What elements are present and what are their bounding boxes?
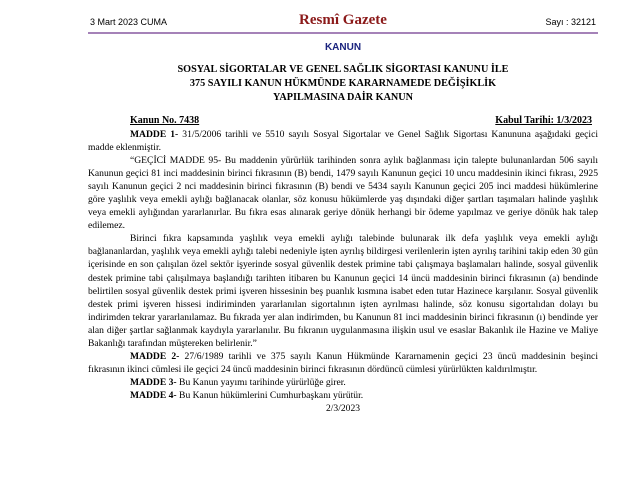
article-label: MADDE 1- xyxy=(130,129,179,140)
gazette-header xyxy=(88,12,598,34)
gazette-page xyxy=(88,12,598,415)
law-title xyxy=(88,63,598,105)
article-text: Bu Kanun yayımı tarihinde yürürlüğe girer. xyxy=(176,376,346,388)
article-text: Bu Kanun hükümlerini Cumhurbaşkanı yürütür. xyxy=(176,389,364,401)
article-4 xyxy=(88,389,598,402)
article-1 xyxy=(88,128,598,154)
section-label: KANUN xyxy=(324,42,362,53)
law-title-line: SOSYAL SİGORTALAR VE GENEL SAĞLIK SİGORTASI KANUNU İLE xyxy=(177,64,509,75)
article-2 xyxy=(88,350,598,376)
article-label: MADDE 2- xyxy=(130,350,180,362)
article-text: 31/5/2006 tarihli ve 5510 sayılı Sosyal Sigortalar ve Genel Sağlık Sigortası Kanununa aşağıdaki geçici madde eklenmiştir. xyxy=(88,129,598,154)
article-text: 27/6/1989 tarihli ve 375 sayılı Kanun Hükmünde Kararnamenin geçici 23 üncü maddesinin beşinci fıkrasının ikinci cümlesi ile geçici 24 üncü maddesinin birinci fıkrasının dördüncü cümlesi yürürlükten kaldırılmıştır. xyxy=(88,350,598,375)
law-title-line: 375 SAYILI KANUN HÜKMÜNDE KARARNAMEDE DEĞİŞİKLİK xyxy=(189,78,497,89)
kanun-number: Kanun No. 7438 xyxy=(130,115,200,126)
gazette-title: Resmî Gazete xyxy=(299,12,387,28)
temporary-article-paragraph-2: Birinci fıkra kapsamında yaşlılık veya emekli aylığı talebinde bulunarak ilk defa yaşlılık veya emekli aylığı bağlananlardan, yaşlılık veya emekli aylığı talebi nedeniyle işten ayrılış bildirgesi verilenlerin işten ayrılış tarihini takip eden 30 gün içerisinde en son çalışılan özel sektör işyerinde sosyal güvenlik destek primine tabi çalışmaya başlamaları halinde, sosyal güvenlik destek primine tabi çalışılmaya başlandığı tarihten itibaren bu Kanunun geçici 14 üncü maddesinin birinci fıkrasının (a) bendinde belirtilen sosyal güvenlik destek primi işveren hissesinin beş puanlık kısmına isabet eden tutar Hazinece karşılanır. Sosyal güvenlik destek primi işveren hissesi indiriminden yararlanılan sigortalının işten ayrılması halinde, söz konusu sigortalıdan dolayı bu indirimden tekrar yararlanılamaz. Bu fıkrada yer alan indirimden, bu Kanunun 81 inci maddesinin birinci fıkrasının (ı) bendinde yer alan diğer şartlar sağlanmak kaydıyla yararlanılır. Bu fıkranın uygulanmasına ilişkin usul ve esaslar Bakanlık ile Hazine ve Maliye Bakanlığı tarafından müştereken belirlenir.” xyxy=(88,233,598,349)
law-title-line: YAPILMASINA DAİR KANUN xyxy=(273,92,413,103)
issue-number: Sayı : 32121 xyxy=(545,17,596,27)
signing-date: 2/3/2023 xyxy=(325,402,361,414)
law-meta xyxy=(88,115,598,128)
acceptance-date: Kabul Tarihi: 1/3/2023 xyxy=(495,115,592,126)
article-label: MADDE 4- xyxy=(130,389,177,401)
law-body xyxy=(88,128,598,402)
article-3 xyxy=(88,376,598,389)
article-label: MADDE 3- xyxy=(130,376,177,388)
issue-date: 3 Mart 2023 CUMA xyxy=(90,17,168,27)
temporary-article-paragraph-1: “GEÇİCİ MADDE 95- Bu maddenin yürürlük tarihinden sonra aylık bağlanması için talepte bulunanlardan 506 sayılı Kanunun geçici 81 inci maddesinin birinci fıkrasının (B) bendi, 1479 sayılı Kanunun geçici 10 uncu maddesinin ikinci fıkrası, 2925 sayılı Kanunun geçici 2 nci maddesinin birinci fıkrasının (B) bendi ve 5434 sayılı Kanunun geçici 205 inci maddesi hükümlerine göre yaşlılık veya emekli aylığı bağlanacak olanlar, söz konusu hükümlerde yaş dışındaki diğer şartları taşımaları halinde yaşlılık veya emekli aylığından yararlanırlar. Bu fıkra esas alınarak geriye dönük herhangi bir ödeme yapılmaz ve geriye dönük hak talep edilemez. xyxy=(88,155,598,232)
